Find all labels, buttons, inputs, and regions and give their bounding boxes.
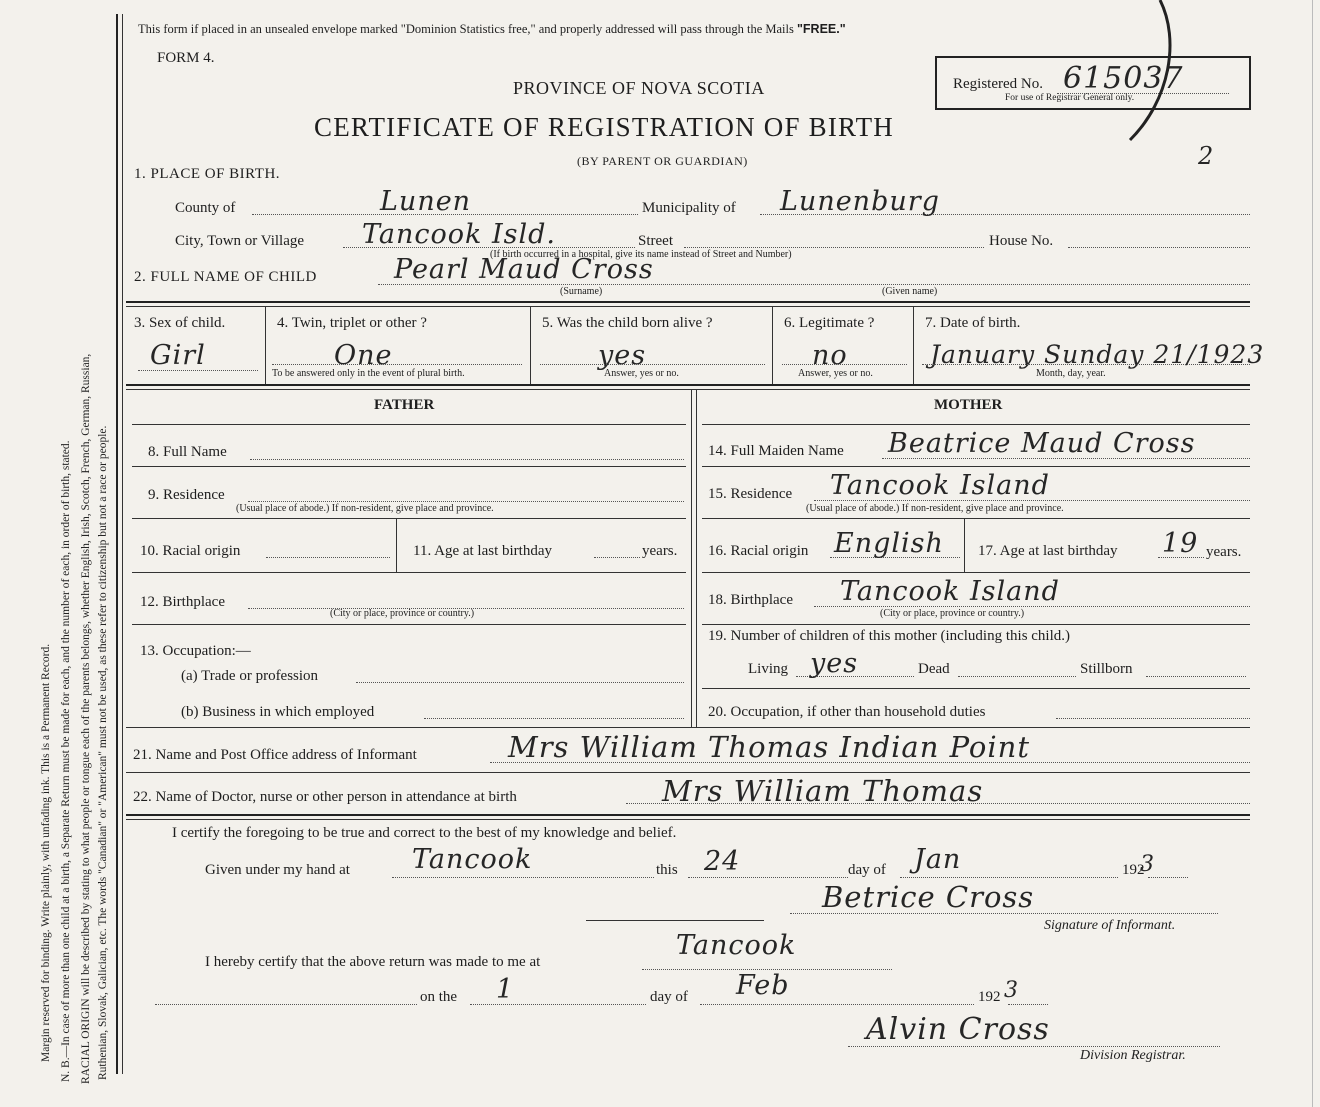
mother-occupation-label: 20. Occupation, if other than household duties [708, 704, 986, 720]
margin-border-inner [122, 14, 123, 1074]
alive-value: yes [598, 340, 647, 371]
mother-race-value: English [834, 528, 944, 559]
margin-note-4: Ruthenian, Slovak, Galician, etc. The words "Canadian" or "American" must not be used, as these refer to citizenship but not a race or people. [97, 425, 109, 1080]
municipality-label: Municipality of [642, 200, 736, 216]
sex-value: Girl [150, 340, 206, 371]
registered-box [935, 56, 1251, 110]
registered-note: For use of Registrar General only. [1005, 93, 1135, 103]
mother-name-value: Beatrice Maud Cross [888, 428, 1196, 459]
alive-note: Answer, yes or no. [604, 368, 679, 379]
father-residence-label: 9. Residence [148, 487, 225, 503]
registered-label: Registered No. [953, 76, 1043, 92]
birth-date-note: Month, day, year. [1036, 368, 1106, 379]
child-name-value: Pearl Maud Cross [394, 254, 654, 285]
mother-birthplace-value: Tancook Island [840, 576, 1060, 607]
registrar-month-value: Feb [736, 970, 790, 1001]
dead-label: Dead [918, 661, 950, 677]
county-value: Lunen [380, 186, 472, 217]
mother-age-unit: years. [1206, 544, 1242, 560]
mother-age-label: 17. Age at last birthday [978, 543, 1118, 559]
twin-value: One [334, 340, 393, 371]
doctor-value: Mrs William Thomas [662, 774, 984, 808]
mother-residence-note: (Usual place of abode.) If non-resident, give place and province. [806, 503, 1064, 514]
registrar-text: I hereby certify that the above return was made to me at [205, 954, 541, 970]
this-label: this [656, 862, 678, 878]
father-trade-label: (a) Trade or profession [181, 668, 319, 684]
registrar-signature: Alvin Cross [866, 1012, 1050, 1047]
given-month-value: Jan [914, 844, 962, 875]
given-day-of-label: day of [848, 862, 886, 878]
municipality-value: Lunenburg [780, 186, 940, 217]
informant-signature: Betrice Cross [822, 880, 1035, 914]
corner-mark: 2 [1198, 142, 1215, 170]
house-label: House No. [989, 233, 1054, 249]
father-occupation-label: 13. Occupation:— [140, 643, 251, 659]
given-label: Given under my hand at [205, 862, 350, 878]
mother-birthplace-note: (City or place, province or country.) [880, 608, 1025, 619]
birth-date-label: 7. Date of birth. [925, 315, 1021, 331]
registrar-signature-label: Division Registrar. [1080, 1048, 1186, 1063]
given-year-digit: 3 [1140, 852, 1155, 877]
registrar-day-of-label: day of [650, 989, 688, 1005]
mother-race-label: 16. Racial origin [708, 543, 809, 559]
father-age-label: 11. Age at last birthday [413, 543, 552, 559]
postal-note: This form if placed in an unsealed envelope marked "Dominion Statistics free," and properly addressed will pass through the Mails "FREE." [138, 22, 846, 36]
birth-date-value: January Sunday 21/1923 [930, 340, 1265, 369]
mother-birthplace-label: 18. Birthplace [708, 592, 793, 608]
father-residence-note: (Usual place of abode.) If non-resident, give place and province. [236, 503, 494, 514]
father-name-label: 8. Full Name [148, 444, 227, 460]
mother-heading: MOTHER [934, 397, 1003, 413]
province-title: PROVINCE OF NOVA SCOTIA [513, 78, 765, 98]
given-name-note: (Given name) [882, 286, 938, 297]
certify-text: I certify the foregoing to be true and correct to the best of my knowledge and belief. [172, 825, 677, 841]
margin-note-1: Margin reserved for binding. Write plainly, with unfading ink. This is a Permanent Record. [40, 643, 52, 1062]
margin-note-2: N. B.—In case of more than one child at a birth, a Separate Return must be made for each, and the number of each, in order of birth, stated. [60, 440, 72, 1082]
father-birthplace-label: 12. Birthplace [140, 594, 225, 610]
mother-residence-label: 15. Residence [708, 486, 793, 502]
informant-label: 21. Name and Post Office address of Informant [133, 747, 417, 763]
living-label: Living [748, 661, 788, 677]
legitimate-note: Answer, yes or no. [798, 368, 873, 379]
given-day-value: 24 [704, 846, 741, 877]
stillborn-label: Stillborn [1080, 661, 1133, 677]
city-value: Tancook Isld. [362, 219, 556, 250]
place-section-label: 1. PLACE OF BIRTH. [134, 166, 281, 182]
page-subtitle: (BY PARENT OR GUARDIAN) [577, 154, 748, 168]
father-birthplace-note: (City or place, province or country.) [330, 608, 475, 619]
registrar-year-printed: 192 [978, 989, 1001, 1005]
on-the-label: on the [420, 989, 458, 1005]
city-label: City, Town or Village [175, 233, 305, 249]
registrar-year-digit: 3 [1004, 978, 1019, 1003]
father-heading: FATHER [374, 397, 435, 413]
legitimate-value: no [812, 340, 848, 371]
father-business-label: (b) Business in which employed [181, 704, 375, 720]
street-label: Street [638, 233, 673, 249]
hospital-note: (If birth occurred in a hospital, give its name instead of Street and Number) [490, 249, 792, 260]
legitimate-label: 6. Legitimate ? [784, 315, 875, 331]
informant-signature-label: Signature of Informant. [1044, 918, 1176, 933]
mother-residence-value: Tancook Island [830, 470, 1050, 501]
twin-note: To be answered only in the event of plural birth. [272, 368, 465, 379]
twin-label: 4. Twin, triplet or other ? [277, 315, 427, 331]
living-value: yes [810, 648, 859, 679]
surname-note: (Surname) [560, 286, 603, 297]
form-number: FORM 4. [157, 50, 215, 66]
pen-stroke [1100, 0, 1190, 150]
registrar-day-value: 1 [496, 974, 515, 1005]
child-name-label: 2. FULL NAME OF CHILD [134, 269, 317, 285]
registered-number: 615037 [1063, 61, 1184, 96]
page-title: CERTIFICATE OF REGISTRATION OF BIRTH [314, 112, 894, 142]
father-age-unit: years. [642, 543, 678, 559]
mother-name-label: 14. Full Maiden Name [708, 443, 844, 459]
mother-children-label: 19. Number of children of this mother (including this child.) [708, 628, 1071, 644]
given-place-value: Tancook [412, 844, 533, 875]
county-label: County of [175, 200, 236, 216]
mother-age-value: 19 [1162, 528, 1199, 559]
margin-border [116, 14, 118, 1074]
given-year-printed: 192 [1122, 862, 1145, 878]
sex-label: 3. Sex of child. [134, 315, 226, 331]
informant-value: Mrs William Thomas Indian Point [508, 730, 1030, 764]
father-race-label: 10. Racial origin [140, 543, 241, 559]
doctor-label: 22. Name of Doctor, nurse or other person in attendance at birth [133, 789, 517, 805]
margin-note-3: RACIAL ORIGIN will be described by stating to what people or tongue each of the parents belongs, whether English, Irish, Scotch, French, German, Russian, [80, 353, 92, 1084]
registrar-place-value: Tancook [676, 930, 797, 961]
alive-label: 5. Was the child born alive ? [542, 315, 713, 331]
